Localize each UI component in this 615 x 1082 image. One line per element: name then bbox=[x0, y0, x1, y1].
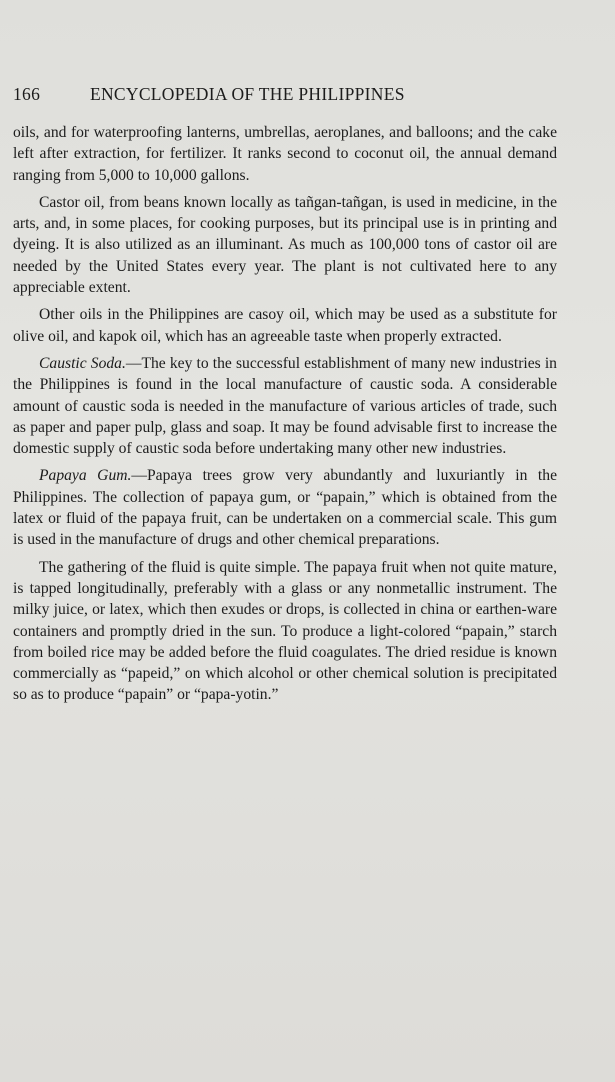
page-number: 166 bbox=[13, 84, 41, 104]
section-heading-papaya-gum: Papaya Gum. bbox=[39, 467, 132, 485]
paragraph-text: The gathering of the fluid is quite simple. The papaya fruit when not quite mature, is tapped longitudinally, preferably with a glass or any nonmetallic instrument. The milky juice, or latex, which then exudes or drops, is collected in china or earthen-ware containers and promptly dried in the sun. To produce a light-colored “papain,” starch from boiled rice may be added before the fluid coagulates. The dried residue is known commercially as “papeid,” on which alcohol or other chemical solution is precipitated so as to produce “papain” or “papa-yotin.” bbox=[13, 558, 557, 704]
paragraph-text: —The key to the successful establishment of many new industries in the Philippines is found in the local manufacture of caustic soda. A considerable amount of caustic soda is needed in the manufacture of various articles of trade, such as paper and paper pulp, glass and soap. It may be found advisable first to increase the domestic supply of caustic soda before undertaking many other new industries. bbox=[13, 354, 557, 458]
paragraph-caustic-soda bbox=[13, 353, 557, 459]
section-heading-caustic-soda: Caustic Soda. bbox=[39, 354, 126, 372]
paragraph-gathering-fluid bbox=[13, 557, 557, 706]
paragraph-text: oils, and for waterproofing lanterns, umbrellas, aeroplanes, and balloons; and the cake left after extraction, for fertilizer. It ranks second to coconut oil, the annual demand ranging from 5,000 to 10,000 gallons. bbox=[13, 124, 557, 184]
paragraph-oils-continued bbox=[13, 122, 557, 186]
body-text bbox=[13, 122, 557, 712]
paragraph-papaya-gum bbox=[13, 465, 557, 550]
paragraph-castor-oil bbox=[13, 192, 557, 298]
paragraph-other-oils bbox=[13, 304, 557, 347]
running-title: ENCYCLOPEDIA OF THE PHILIPPINES bbox=[90, 84, 405, 104]
paragraph-text: Castor oil, from beans known locally as tañgan-tañgan, is used in medicine, in the arts, and, in some places, for cooking purposes, but its principal use is in printing and dyeing. It is also utilized as an illuminant. As much as 100,000 tons of castor oil are needed by the United States every year. The plant is not cultivated here to any appreciable extent. bbox=[13, 193, 557, 297]
running-header bbox=[13, 84, 553, 105]
paragraph-text: Other oils in the Philippines are casoy oil, which may be used as a substitute for olive oil, and kapok oil, which has an agreeable taste when properly extracted. bbox=[13, 306, 557, 345]
paragraph-text: —Papaya trees grow very abundantly and luxuriantly in the Philippines. The collection of papaya gum, or “papain,” which is obtained from the latex or fluid of the papaya fruit, can be undertaken on a commercial scale. This gum is used in the manufacture of drugs and other chemical preparations. bbox=[13, 467, 557, 549]
